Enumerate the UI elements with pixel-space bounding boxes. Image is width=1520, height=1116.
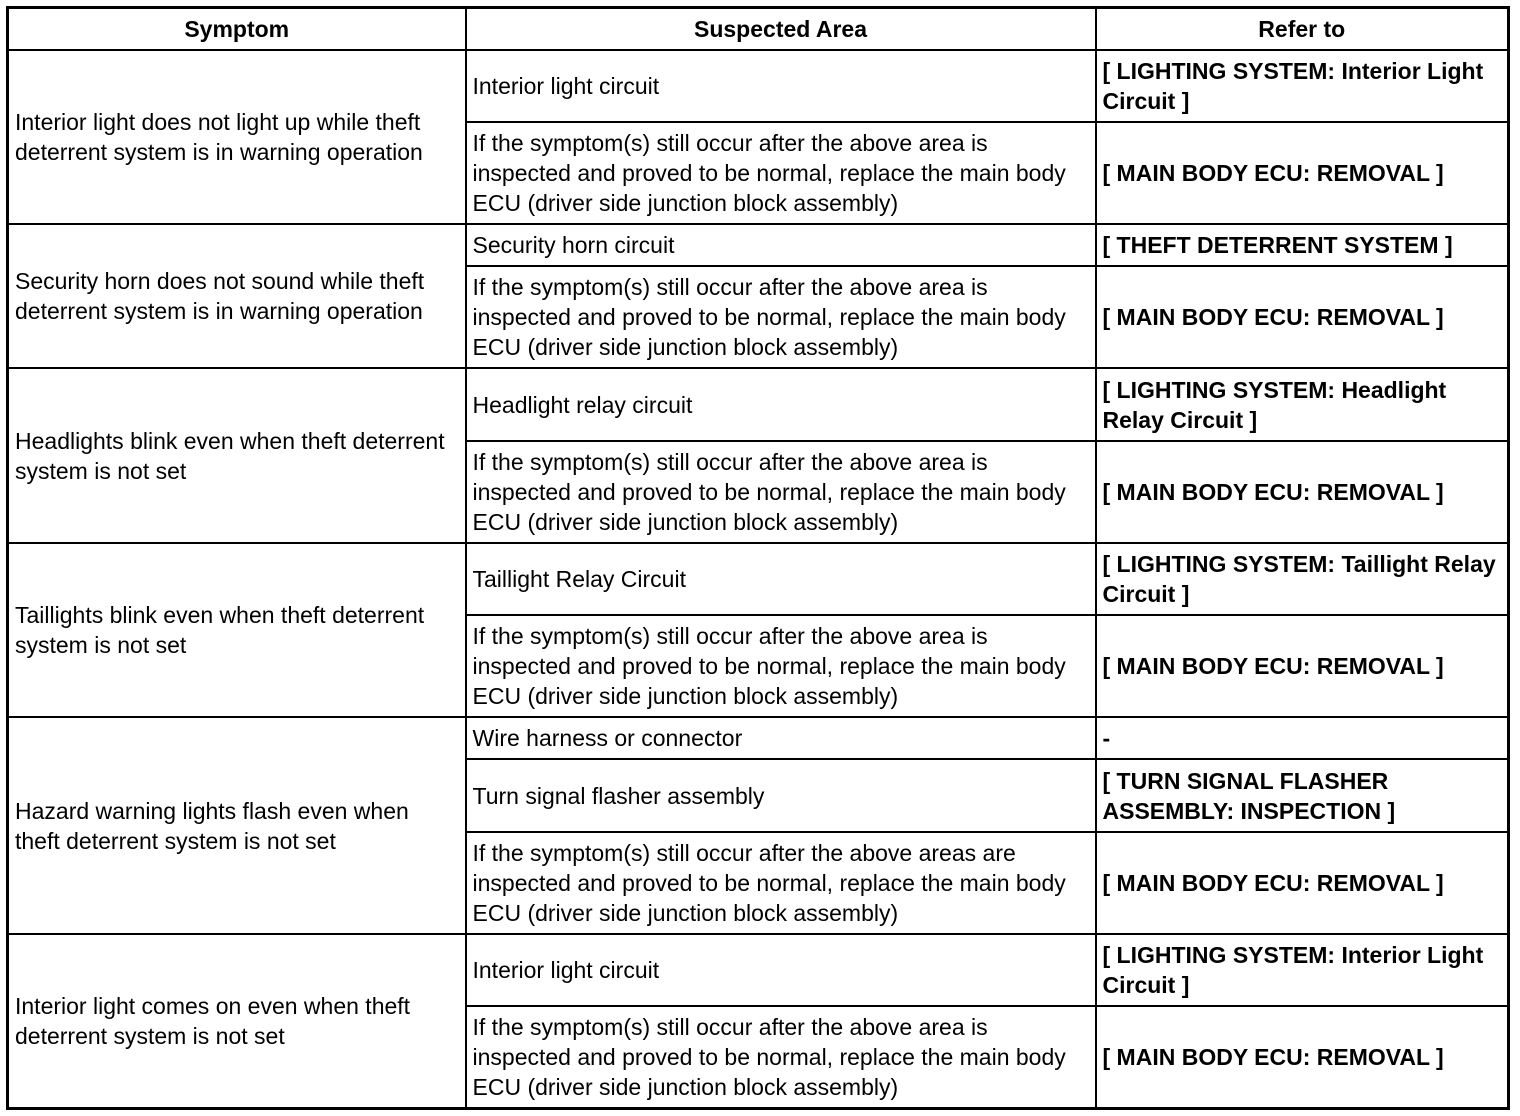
table-row (8, 543, 1509, 615)
refer-to-cell: [ MAIN BODY ECU: REMOVAL ] (1096, 1006, 1509, 1108)
refer-to-cell: [ MAIN BODY ECU: REMOVAL ] (1096, 122, 1509, 224)
suspected-area-cell: If the symptom(s) still occur after the above area is inspected and proved to be normal, replace the main body ECU (driver side junction block assembly) (466, 615, 1096, 717)
table-row (8, 934, 1509, 1006)
suspected-area-cell: Headlight relay circuit (466, 368, 1096, 440)
suspected-area-cell: Taillight Relay Circuit (466, 543, 1096, 615)
refer-to-cell: [ LIGHTING SYSTEM: Taillight Relay Circuit ] (1096, 543, 1509, 615)
suspected-area-cell: If the symptom(s) still occur after the above areas are inspected and proved to be normal, replace the main body ECU (driver side junction block assembly) (466, 832, 1096, 934)
suspected-area-cell: If the symptom(s) still occur after the above area is inspected and proved to be normal, replace the main body ECU (driver side junction block assembly) (466, 266, 1096, 368)
table-row (8, 368, 1509, 440)
refer-to-cell: [ MAIN BODY ECU: REMOVAL ] (1096, 615, 1509, 717)
table-row (8, 717, 1509, 759)
symptom-cell: Interior light does not light up while theft deterrent system is in warning operation (8, 50, 466, 224)
suspected-area-cell: Wire harness or connector (466, 717, 1096, 759)
refer-to-cell: [ MAIN BODY ECU: REMOVAL ] (1096, 832, 1509, 934)
refer-to-cell: [ MAIN BODY ECU: REMOVAL ] (1096, 266, 1509, 368)
refer-to-cell: [ LIGHTING SYSTEM: Interior Light Circuit ] (1096, 934, 1509, 1006)
suspected-area-cell: If the symptom(s) still occur after the above area is inspected and proved to be normal, replace the main body ECU (driver side junction block assembly) (466, 1006, 1096, 1108)
symptom-cell: Security horn does not sound while theft deterrent system is in warning operation (8, 224, 466, 368)
refer-to-cell: [ LIGHTING SYSTEM: Headlight Relay Circuit ] (1096, 368, 1509, 440)
suspected-area-cell: If the symptom(s) still occur after the above area is inspected and proved to be normal, replace the main body ECU (driver side junction block assembly) (466, 122, 1096, 224)
header-row (8, 8, 1509, 50)
refer-to-cell: [ LIGHTING SYSTEM: Interior Light Circuit ] (1096, 50, 1509, 122)
table-row (8, 50, 1509, 122)
table-row (8, 224, 1509, 266)
refer-to-cell: [ THEFT DETERRENT SYSTEM ] (1096, 224, 1509, 266)
symptom-cell: Interior light comes on even when theft deterrent system is not set (8, 934, 466, 1109)
suspected-area-cell: Turn signal flasher assembly (466, 759, 1096, 831)
refer-to-cell: [ MAIN BODY ECU: REMOVAL ] (1096, 441, 1509, 543)
header-suspected-area: Suspected Area (466, 8, 1096, 50)
suspected-area-cell: If the symptom(s) still occur after the above area is inspected and proved to be normal, replace the main body ECU (driver side junction block assembly) (466, 441, 1096, 543)
symptom-cell: Headlights blink even when theft deterrent system is not set (8, 368, 466, 542)
symptom-cell: Taillights blink even when theft deterrent system is not set (8, 543, 466, 717)
header-refer-to: Refer to (1096, 8, 1509, 50)
header-symptom: Symptom (8, 8, 466, 50)
suspected-area-cell: Security horn circuit (466, 224, 1096, 266)
refer-to-cell: - (1096, 717, 1509, 759)
suspected-area-cell: Interior light circuit (466, 50, 1096, 122)
symptom-cell: Hazard warning lights flash even when theft deterrent system is not set (8, 717, 466, 934)
suspected-area-cell: Interior light circuit (466, 934, 1096, 1006)
symptom-table (6, 6, 1510, 1110)
refer-to-cell: [ TURN SIGNAL FLASHER ASSEMBLY: INSPECTION ] (1096, 759, 1509, 831)
